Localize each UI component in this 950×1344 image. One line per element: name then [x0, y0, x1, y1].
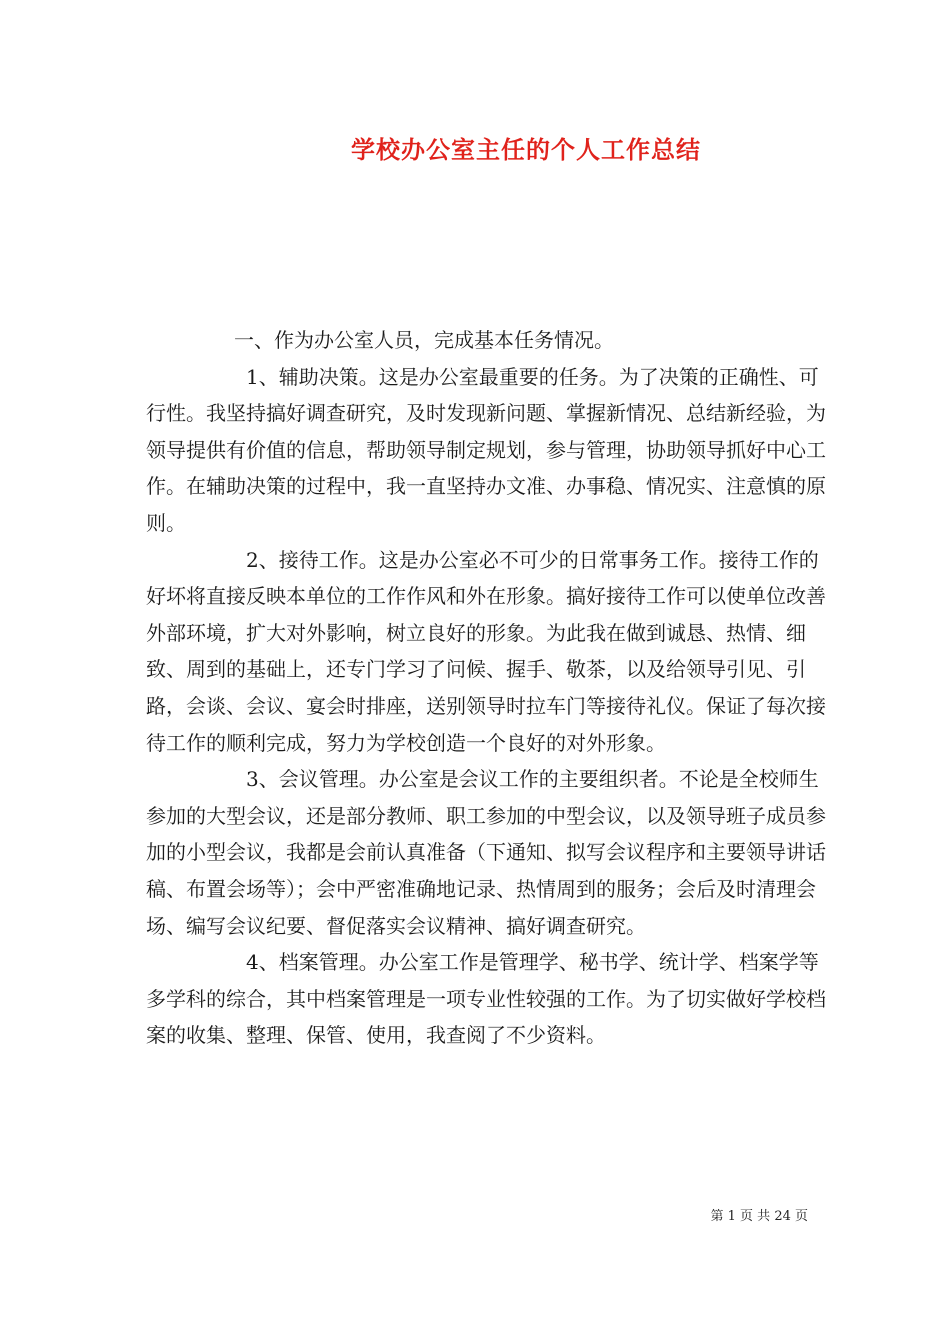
document-body — [146, 322, 826, 1054]
paragraph-archive-management: 4、档案管理。办公室工作是管理学、秘书学、统计学、档案学等多学科的综合，其中档案管理是一项专业性较强的工作。为了切实做好学校档案的收集、整理、保管、使用，我查阅了不少资料。 — [146, 950, 826, 1048]
page-title: 学校办公室主任的个人工作总结 — [351, 135, 701, 164]
paragraph-decision-support: 1、辅助决策。这是办公室最重要的任务。为了决策的正确性、可行性。我坚持搞好调查研究，及时发现新问题、掌握新情况、总结新经验，为领导提供有价值的信息，帮助领导制定规划，参与管理，协助领导抓好中心工作。在辅助决策的过程中，我一直坚持办文准、办事稳、情况实、注意慎的原则。 — [146, 364, 826, 535]
page-number: 第 1 页 共 24 页 — [710, 1209, 808, 1224]
section-heading: 一、作为办公室人员，完成基本任务情况。 — [234, 328, 614, 352]
paragraph-meeting-management: 3、会议管理。办公室是会议工作的主要组织者。不论是全校师生参加的大型会议，还是部分教师、职工参加的中型会议，以及领导班子成员参加的小型会议，我都是会前认真准备（下通知、拟写会议程序和主要领导讲话稿、布置会场等）；会中严密准确地记录、热情周到的服务；会后及时清理会场、编写会议纪要、督促落实会议精神、搞好调查研究。 — [146, 767, 826, 938]
paragraph-reception: 2、接待工作。这是办公室必不可少的日常事务工作。接待工作的好坏将直接反映本单位的工作作风和外在形象。搞好接待工作可以使单位改善外部环境，扩大对外影响，树立良好的形象。为此我在做到诚恳、热情、细致、周到的基础上，还专门学习了问候、握手、敬茶，以及给领导引见、引路，会谈、会议、宴会时排座，送别领导时拉车门等接待礼仪。保证了每次接待工作的顺利完成，努力为学校创造一个良好的对外形象。 — [146, 547, 826, 755]
